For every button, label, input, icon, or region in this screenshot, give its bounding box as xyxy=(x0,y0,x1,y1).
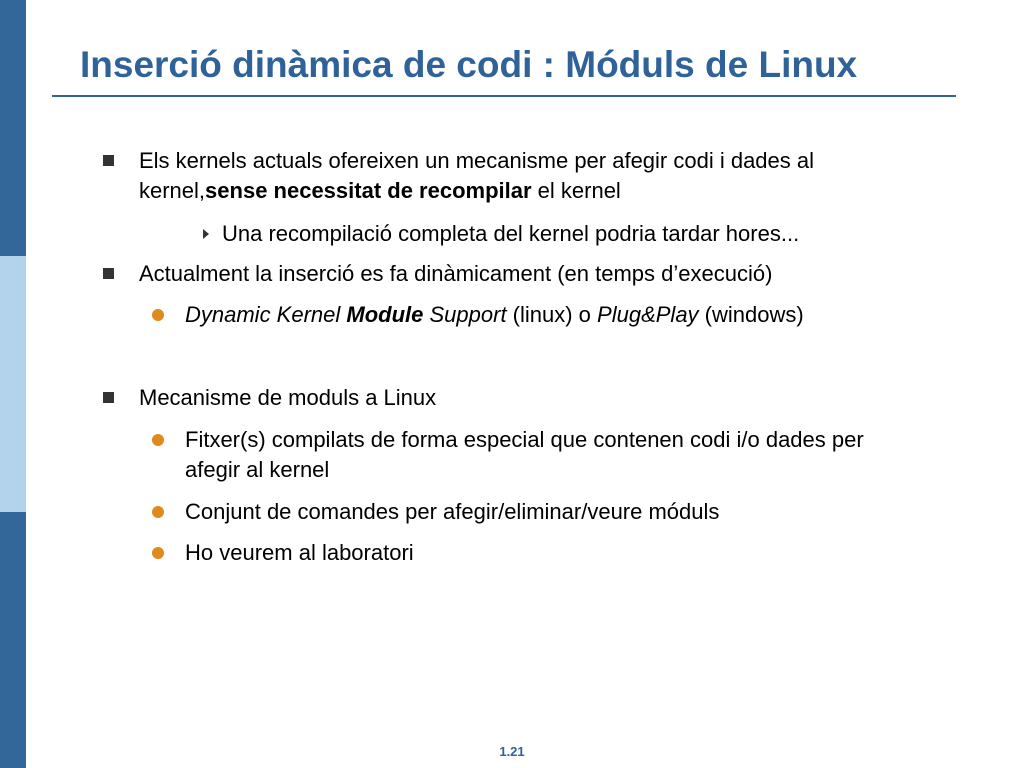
bullet-1-sub-1: Una recompilació completa del kernel podria tardar hores... xyxy=(222,221,800,246)
plain-text: (windows) xyxy=(698,302,804,327)
decorative-sidebar xyxy=(0,0,26,768)
italic-text: Plug&Play xyxy=(597,302,699,327)
bullet-3-text: Mecanisme de moduls a Linux xyxy=(139,385,437,410)
sidebar-segment-middle xyxy=(0,256,26,512)
bullet-1-bold: sense necessitat de recompilar xyxy=(205,178,532,203)
square-bullet-icon xyxy=(103,268,114,279)
bullet-1-line-1: Els kernels actuals ofereixen un mecanisme per afegir codi i dades al xyxy=(139,148,815,173)
circle-bullet-icon xyxy=(152,547,164,559)
bullet-1-line-2 xyxy=(139,176,621,206)
sidebar-segment-bottom xyxy=(0,512,26,768)
bullet-1-prefix: kernel, xyxy=(139,178,206,203)
bullet-3-sub-3: Ho veurem al laboratori xyxy=(185,540,414,565)
bullet-1-suffix: el kernel xyxy=(531,178,621,203)
bullet-2-sub-1 xyxy=(185,300,804,330)
italic-text: Support xyxy=(423,302,507,327)
square-bullet-icon xyxy=(103,155,114,166)
circle-bullet-icon xyxy=(152,434,164,446)
bullet-3-sub-2: Conjunt de comandes per afegir/eliminar/veure móduls xyxy=(185,499,720,524)
bullet-3-sub-1-line-1: Fitxer(s) compilats de forma especial que contenen codi i/o dades per xyxy=(185,427,864,452)
sidebar-segment-top xyxy=(0,0,26,256)
italic-text: Dynamic Kernel xyxy=(185,302,347,327)
circle-bullet-icon xyxy=(152,506,164,518)
square-bullet-icon xyxy=(103,392,114,403)
plain-text: (linux) o xyxy=(506,302,598,327)
bullet-2-text: Actualment la inserció es fa dinàmicament (en temps d’execució) xyxy=(139,261,773,286)
slide-title: Inserció dinàmica de codi : Móduls de Linux xyxy=(80,44,858,85)
triangle-bullet-icon xyxy=(203,229,209,239)
title-underline xyxy=(52,95,956,97)
page-number: 1.21 xyxy=(499,744,525,759)
circle-bullet-icon xyxy=(152,309,164,321)
bullet-3-sub-1-line-2: afegir al kernel xyxy=(185,457,330,482)
bold-italic-text: Module xyxy=(346,302,424,327)
